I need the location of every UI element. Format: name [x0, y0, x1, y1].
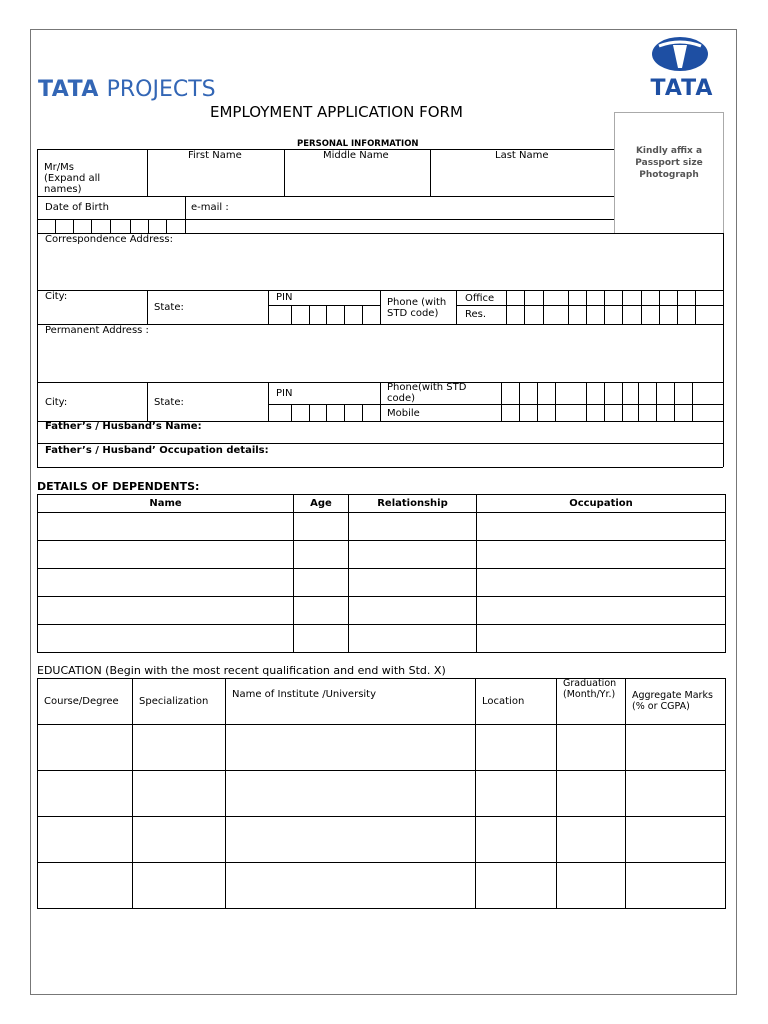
brand-tata: TATA [38, 77, 99, 102]
res-label: Res. [465, 309, 487, 320]
state2-label: State: [154, 397, 184, 408]
photo-instruction: Kindly affix a Passport size Photograph [635, 146, 703, 180]
table-row [38, 817, 726, 863]
photo-box [614, 112, 724, 234]
tata-logo [643, 34, 721, 100]
father-name-label: Father’s / Husband’s Name: [45, 421, 202, 432]
dependents-col-age: Age [294, 495, 349, 513]
pin-label: PIN [276, 292, 293, 303]
middle-name-label: Middle Name [323, 150, 389, 161]
table-row [38, 725, 726, 771]
father-occupation-label: Father’s / Husband’ Occupation details: [45, 445, 269, 456]
city2-label: City: [45, 397, 68, 408]
edu-col-institute: Name of Institute /University [226, 679, 476, 725]
dependents-table [37, 494, 726, 653]
permanent-address-label: Permanent Address : [45, 325, 149, 336]
table-row [38, 541, 726, 569]
last-name-label: Last Name [495, 150, 549, 161]
mobile-label: Mobile [387, 408, 420, 419]
table-row [38, 625, 726, 653]
form-title: EMPLOYMENT APPLICATION FORM [210, 103, 463, 121]
mr-ms-label: Mr/Ms [44, 162, 74, 173]
education-table [37, 678, 726, 909]
dependents-col-occupation: Occupation [477, 495, 726, 513]
edu-col-location: Location [476, 679, 557, 725]
city-label: City: [45, 291, 68, 302]
education-title: EDUCATION (Begin with the most recent qualification and end with Std. X) [37, 664, 446, 677]
correspondence-address-label: Correspondence Address: [45, 234, 173, 245]
dependents-title: DETAILS OF DEPENDENTS: [37, 480, 200, 493]
table-row [38, 771, 726, 817]
pin2-label: PIN [276, 388, 293, 399]
edu-col-marks: Aggregate Marks (% or CGPA) [626, 679, 726, 725]
expand-names-label: (Expand all names) [44, 173, 101, 195]
edu-col-course: Course/Degree [38, 679, 133, 725]
tata-logo-text: TATA [650, 76, 714, 101]
edu-col-specialization: Specialization [133, 679, 226, 725]
email-label: e-mail : [191, 202, 229, 213]
brand-projects: PROJECTS [106, 77, 216, 102]
table-row [38, 513, 726, 541]
dependents-col-name: Name [38, 495, 294, 513]
phone-std2-label: Phone(with STD code) [387, 382, 467, 404]
state-label: State: [154, 302, 184, 313]
personal-info-heading: PERSONAL INFORMATION [297, 139, 419, 149]
tata-projects-wordmark [38, 77, 216, 102]
edu-col-graduation: Graduation (Month/Yr.) [557, 679, 626, 725]
dependents-col-relationship: Relationship [349, 495, 477, 513]
table-row [38, 569, 726, 597]
office-label: Office [465, 293, 495, 304]
table-row [38, 597, 726, 625]
dob-label: Date of Birth [45, 202, 109, 213]
first-name-label: First Name [188, 150, 242, 161]
phone-std-label: Phone (with STD code) [387, 297, 447, 319]
table-row [38, 863, 726, 909]
